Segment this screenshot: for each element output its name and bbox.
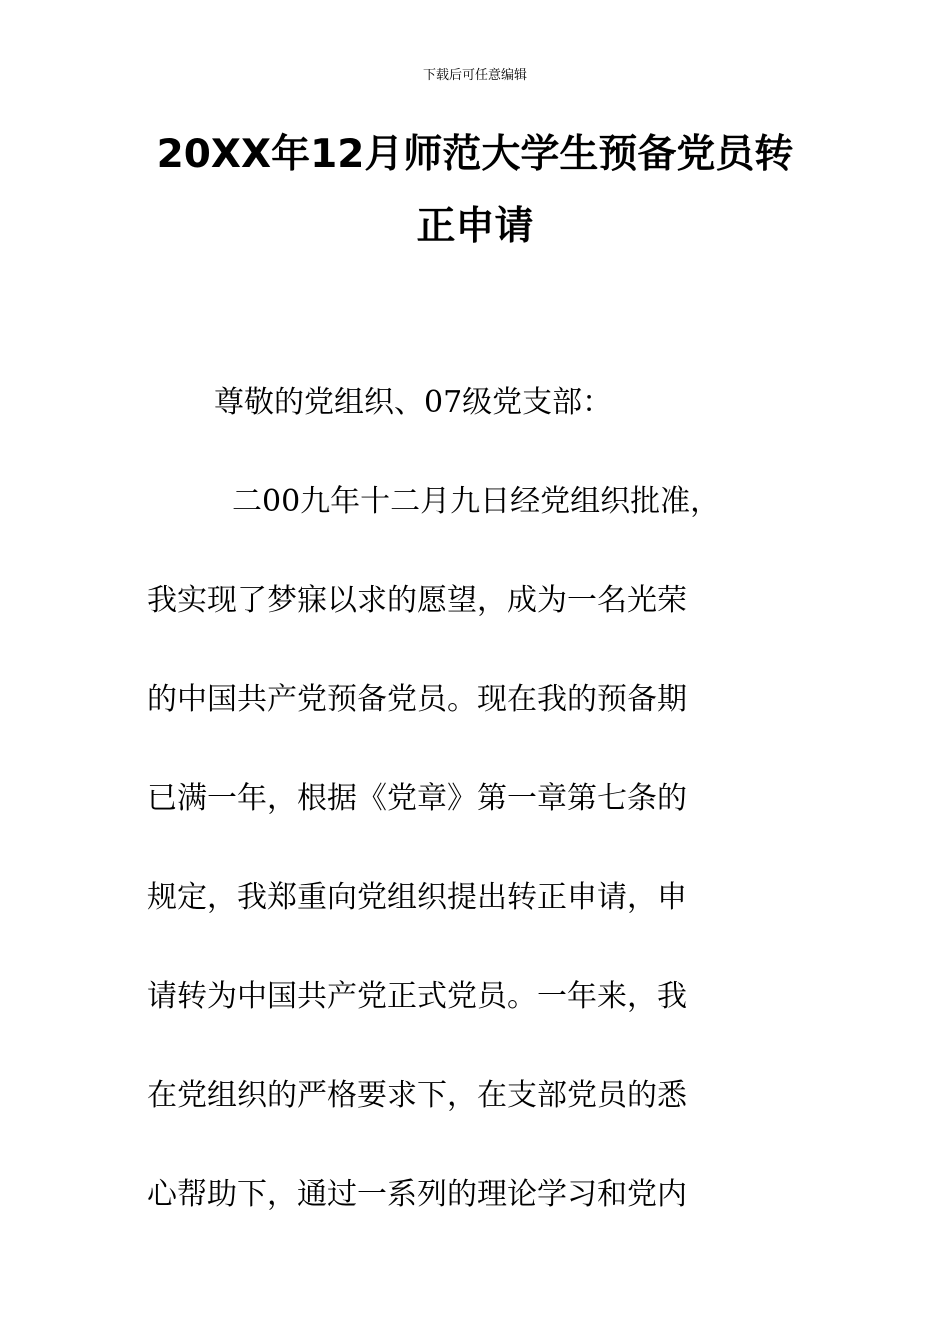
document-title-line-2: 正申请 (416, 204, 534, 249)
body-line: 心帮助下，通过一系列的理论学习和党内 (147, 1177, 687, 1212)
body-line: 我实现了梦寐以求的愿望，成为一名光荣 (147, 583, 687, 618)
document-title-line-1: 20XX年12月师范大学生预备党员转 (156, 132, 794, 177)
header-note: 下载后可任意编辑 (422, 68, 527, 83)
body-line: 规定，我郑重向党组织提出转正申请，申 (147, 880, 687, 915)
body-line: 在党组织的严格要求下，在支部党员的悉 (147, 1078, 687, 1113)
body-line: 的中国共产党预备党员。现在我的预备期 (147, 682, 687, 717)
body-line: 已满一年，根据《党章》第一章第七条的 (147, 781, 687, 816)
body-line: 请转为中国共产党正式党员。一年来，我 (147, 979, 687, 1014)
body-line: 二00九年十二月九日经党组织批准， (232, 484, 721, 519)
salutation: 尊敬的党组织、07级党支部： (214, 385, 613, 420)
